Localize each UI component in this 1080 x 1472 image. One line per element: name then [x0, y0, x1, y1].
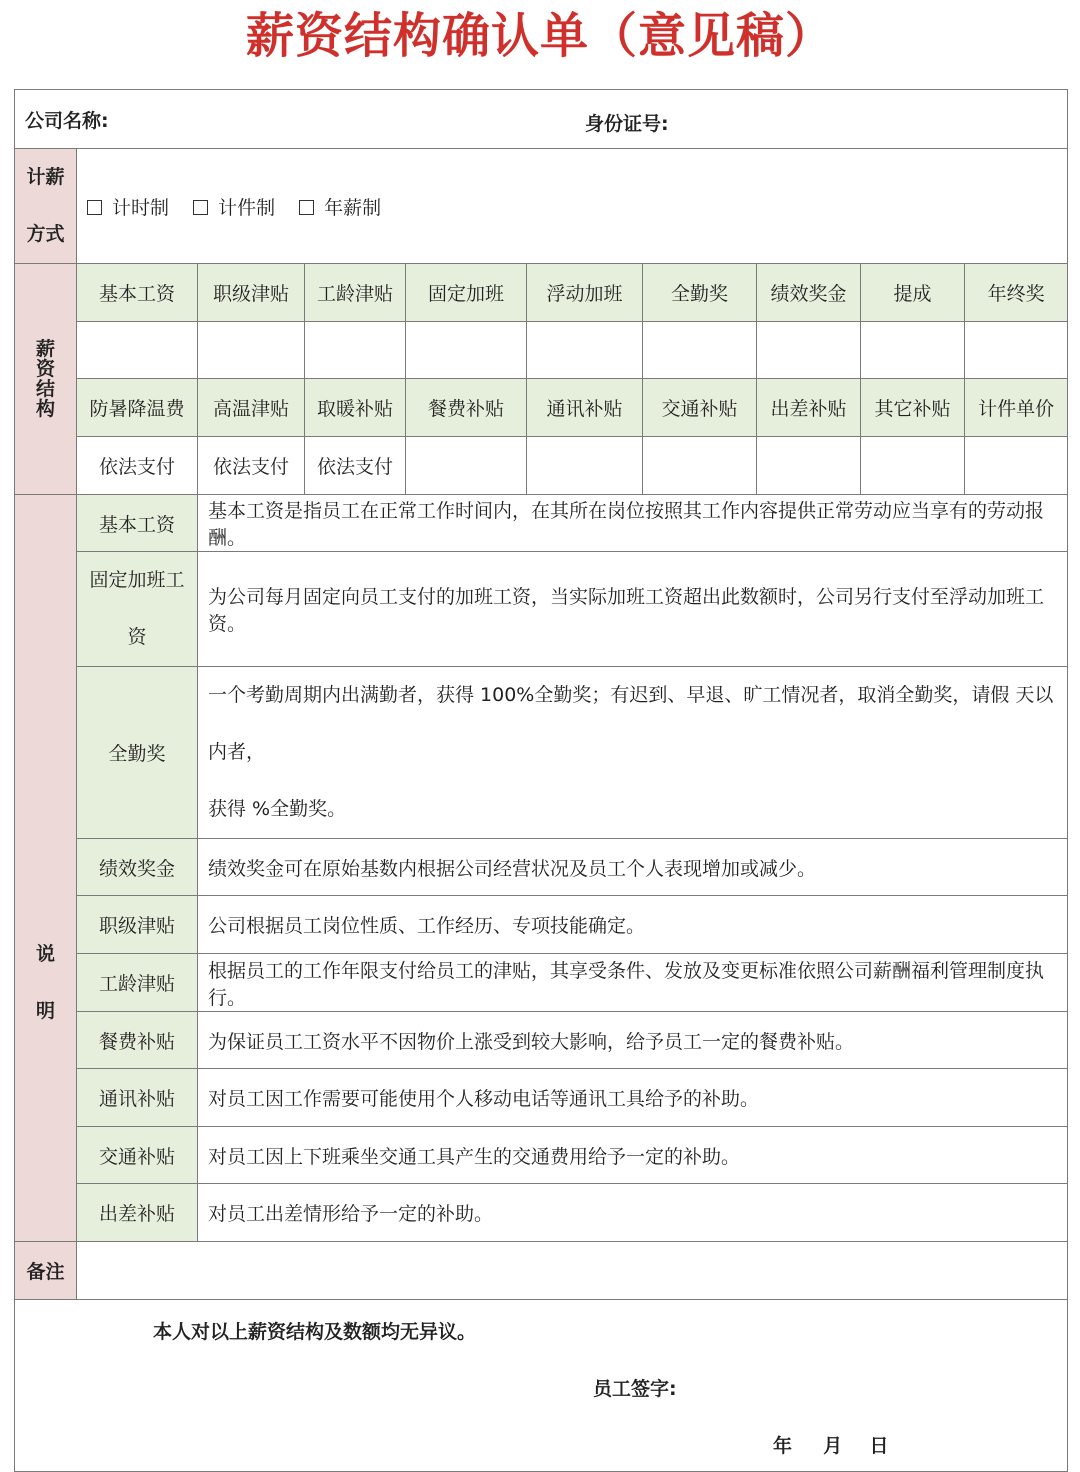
explanation-row	[15, 667, 1068, 839]
company-name-label: 公司名称:	[25, 109, 109, 132]
structure-value-cell[interactable]	[757, 437, 861, 495]
structure-label-char: 资	[35, 358, 55, 380]
structure-value-cell[interactable]: 依法支付	[198, 437, 305, 495]
explanation-desc: 对员工因上下班乘坐交通工具产生的交通费用给予一定的补助。	[198, 1127, 1068, 1184]
structure-value-cell[interactable]: 依法支付	[305, 437, 406, 495]
structure-value-cell[interactable]	[527, 322, 643, 379]
structure-header-cell: 餐费补贴	[406, 379, 527, 437]
explanation-term: 通讯补贴	[77, 1069, 198, 1127]
explanation-desc: 公司根据员工岗位性质、工作经历、专项技能确定。	[198, 896, 1068, 954]
structure-row-4	[15, 437, 1068, 495]
explanation-row	[15, 552, 1068, 667]
id-number-label: 身份证号:	[585, 113, 669, 135]
footer-row	[15, 1300, 1068, 1472]
option-hourly-label: 计时制	[112, 196, 170, 219]
explanation-row	[15, 495, 1068, 552]
remarks-label: 备注	[15, 1242, 77, 1300]
structure-header-cell: 工龄津贴	[305, 264, 406, 322]
pay-method-label	[15, 149, 77, 264]
structure-value-cell[interactable]	[406, 322, 527, 379]
explanation-desc	[198, 667, 1068, 839]
structure-header-cell: 提成	[861, 264, 965, 322]
explanation-row	[15, 1184, 1068, 1242]
explanation-term	[77, 552, 198, 667]
structure-value-cell[interactable]	[643, 437, 757, 495]
structure-value-cell[interactable]	[527, 437, 643, 495]
explanation-term: 绩效奖金	[77, 839, 198, 896]
explanation-row	[15, 954, 1068, 1012]
explanation-desc-line: 一个考勤周期内出满勤者，获得 100%全勤奖；有迟到、早退、旷工情况者，取消全勤奖，请假 天以内者，	[208, 684, 1054, 763]
employee-signature-label: 员工签字:	[593, 1378, 677, 1400]
option-piecework-label: 计件制	[218, 196, 276, 219]
structure-row-1	[15, 264, 1068, 322]
structure-header-cell: 固定加班	[406, 264, 527, 322]
structure-value-cell[interactable]	[643, 322, 757, 379]
structure-value-cell[interactable]	[861, 322, 965, 379]
structure-header-cell: 交通补贴	[643, 379, 757, 437]
structure-header-cell: 绩效奖金	[757, 264, 861, 322]
date-month-label: 月	[823, 1435, 843, 1457]
structure-header-cell: 通讯补贴	[527, 379, 643, 437]
explanation-term: 工龄津贴	[77, 954, 198, 1012]
date-year-label: 年	[773, 1435, 793, 1457]
explanation-desc-line: 获得 %全勤奖。	[208, 798, 347, 820]
explanation-term: 职级津贴	[77, 896, 198, 954]
page-title: 薪资结构确认单（意见稿）	[245, 8, 834, 64]
id-number-field[interactable]	[680, 106, 1040, 132]
explanation-label	[15, 495, 77, 1242]
structure-header-cell: 计件单价	[965, 379, 1068, 437]
structure-header-cell: 职级津贴	[198, 264, 305, 322]
explanation-desc: 基本工资是指员工在正常工作时间内，在其所在岗位按照其工作内容提供正常劳动应当享有的劳动报酬。	[198, 495, 1068, 552]
checkbox-icon[interactable]	[299, 200, 314, 215]
footer-cell	[15, 1300, 1068, 1472]
structure-value-cell[interactable]	[198, 322, 305, 379]
explanation-label-char: 明	[35, 1000, 55, 1022]
structure-value-cell[interactable]	[757, 322, 861, 379]
structure-row-3	[15, 379, 1068, 437]
structure-value-cell[interactable]	[965, 437, 1068, 495]
explanation-term-line: 固定加班工	[89, 569, 185, 591]
structure-value-cell[interactable]	[861, 437, 965, 495]
structure-header-cell: 浮动加班	[527, 264, 643, 322]
salary-confirmation-form	[14, 89, 1068, 1472]
explanation-label-char: 说	[35, 943, 55, 965]
explanation-desc: 根据员工的工作年限支付给员工的津贴，其享受条件、发放及变更标准依照公司薪酬福利管理制度执行。	[198, 954, 1068, 1012]
remarks-field[interactable]	[77, 1242, 1068, 1300]
checkbox-icon[interactable]	[193, 200, 208, 215]
explanation-desc: 为保证员工工资水平不因物价上涨受到较大影响，给予员工一定的餐费补贴。	[198, 1012, 1068, 1069]
date-day-label: 日	[869, 1435, 889, 1457]
explanation-term: 餐费补贴	[77, 1012, 198, 1069]
option-annual[interactable]	[299, 197, 381, 219]
explanation-row	[15, 839, 1068, 896]
explanation-term: 出差补贴	[77, 1184, 198, 1242]
structure-header-cell: 其它补贴	[861, 379, 965, 437]
structure-header-cell: 高温津贴	[198, 379, 305, 437]
confirmation-statement: 本人对以上薪资结构及数额均无异议。	[153, 1321, 477, 1343]
structure-header-cell: 出差补贴	[757, 379, 861, 437]
company-name-field[interactable]	[115, 111, 415, 131]
option-piecework[interactable]	[193, 197, 275, 219]
explanation-term: 基本工资	[77, 495, 198, 552]
pay-method-label-line2: 方式	[26, 223, 65, 245]
structure-label-char: 构	[35, 398, 55, 420]
option-hourly[interactable]	[87, 197, 169, 219]
structure-value-cell[interactable]: 依法支付	[77, 437, 198, 495]
structure-row-2	[15, 322, 1068, 379]
explanation-term: 全勤奖	[77, 667, 198, 839]
explanation-row	[15, 1069, 1068, 1127]
structure-value-cell[interactable]	[305, 322, 406, 379]
explanation-desc: 为公司每月固定向员工支付的加班工资，当实际加班工资超出此数额时，公司另行支付至浮动加班工资。	[198, 552, 1068, 667]
header-cell	[15, 90, 1068, 149]
structure-header-cell: 防暑降温费	[77, 379, 198, 437]
explanation-term-line: 资	[127, 626, 147, 648]
explanation-row	[15, 1012, 1068, 1069]
signature-date	[773, 1431, 889, 1458]
structure-header-cell: 基本工资	[77, 264, 198, 322]
structure-value-cell[interactable]	[965, 322, 1068, 379]
header-row	[15, 90, 1068, 149]
structure-header-cell: 取暖补贴	[305, 379, 406, 437]
explanation-row	[15, 1127, 1068, 1184]
pay-method-row	[15, 149, 1068, 264]
structure-header-cell: 年终奖	[965, 264, 1068, 322]
explanation-term: 交通补贴	[77, 1127, 198, 1184]
structure-label-char: 结	[35, 378, 55, 400]
employee-signature-field[interactable]	[695, 1370, 1015, 1398]
structure-label-char: 薪	[35, 338, 55, 360]
option-annual-label: 年薪制	[324, 196, 382, 219]
pay-method-options	[77, 149, 1068, 264]
explanation-row	[15, 896, 1068, 954]
explanation-desc: 绩效奖金可在原始基数内根据公司经营状况及员工个人表现增加或减少。	[198, 839, 1068, 896]
remarks-row	[15, 1242, 1068, 1300]
structure-value-cell[interactable]	[77, 322, 198, 379]
pay-method-label-line1: 计薪	[26, 166, 65, 188]
explanation-desc: 对员工因工作需要可能使用个人移动电话等通讯工具给予的补助。	[198, 1069, 1068, 1127]
structure-value-cell[interactable]	[406, 437, 527, 495]
structure-header-cell: 全勤奖	[643, 264, 757, 322]
salary-structure-label	[15, 264, 77, 495]
explanation-desc: 对员工出差情形给予一定的补助。	[198, 1184, 1068, 1242]
checkbox-icon[interactable]	[87, 200, 102, 215]
